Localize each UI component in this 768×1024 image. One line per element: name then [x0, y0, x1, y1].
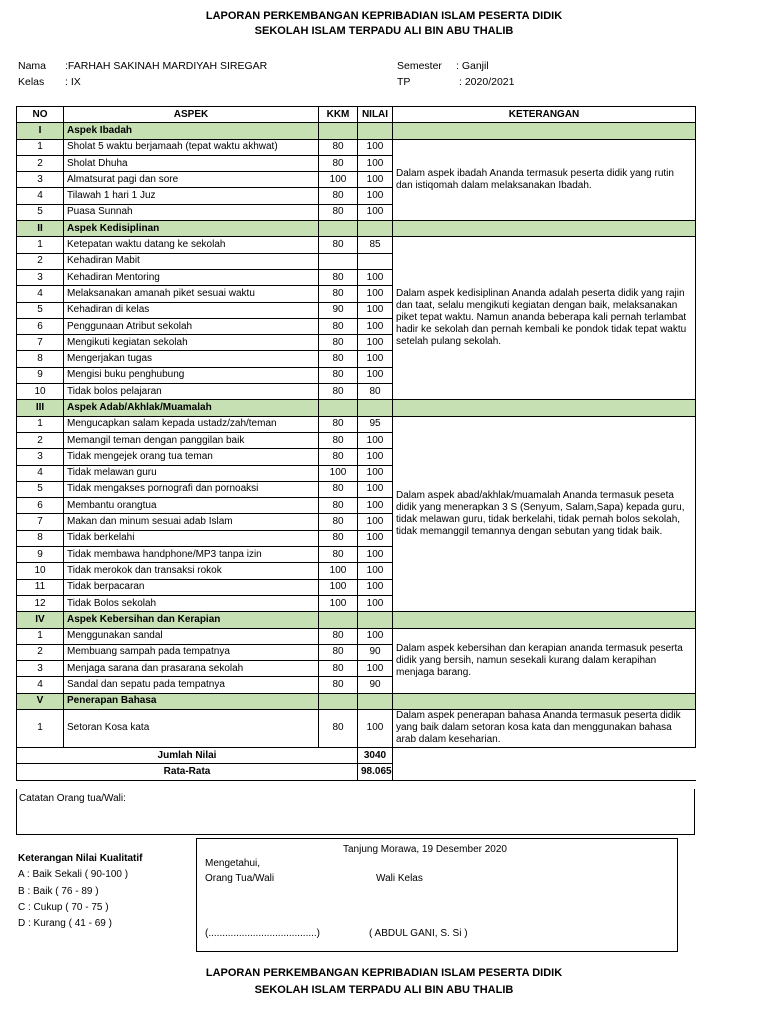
row-nilai: 90	[358, 644, 393, 660]
report-title: LAPORAN PERKEMBANGAN KEPRIBADIAN ISLAM PESERTA DIDIK	[205, 10, 563, 22]
row-aspek: Tidak membawa handphone/MP3 tanpa izin	[64, 547, 319, 563]
row-aspek: Tidak berpacaran	[64, 579, 319, 595]
row-nilai: 100	[358, 563, 393, 579]
table-body	[17, 123, 696, 748]
row-kkm: 80	[319, 155, 358, 171]
row-kkm: 80	[319, 498, 358, 514]
row-nilai: 90	[358, 677, 393, 693]
footer-school-name: SEKOLAH ISLAM TERPADU ALI BIN ABU THALIB	[254, 984, 514, 996]
semester-value: : Ganjil	[456, 60, 489, 72]
rata-label: Rata-Rata	[17, 764, 358, 780]
jumlah-value: 3040	[358, 747, 393, 763]
row-no: 4	[17, 465, 64, 481]
table-row	[17, 416, 696, 432]
assessment-table	[16, 106, 696, 781]
row-no: 5	[17, 204, 64, 220]
row-no: 2	[17, 155, 64, 171]
row-no: 1	[17, 139, 64, 155]
row-no: 1	[17, 628, 64, 644]
section-title: Aspek Kedisiplinan	[64, 221, 319, 237]
wali-name: ( ABDUL GANI, S. Si )	[369, 928, 468, 939]
row-no: 1	[17, 237, 64, 253]
row-no: 5	[17, 481, 64, 497]
row-nilai: 100	[358, 465, 393, 481]
row-kkm: 80	[319, 139, 358, 155]
row-kkm	[319, 253, 358, 269]
row-aspek: Ketepatan waktu datang ke sekolah	[64, 237, 319, 253]
row-aspek: Kehadiran di kelas	[64, 302, 319, 318]
kelas-label: Kelas	[18, 76, 45, 88]
row-kkm: 80	[319, 449, 358, 465]
row-no: 1	[17, 709, 64, 747]
row-aspek: Sholat 5 waktu berjamaah (tepat waktu akhwat)	[64, 139, 319, 155]
section-kkm-empty	[319, 693, 358, 709]
row-nilai: 100	[358, 286, 393, 302]
keterangan-cell: Dalam aspek kedisiplinan Ananda adalah peserta didik yang rajin dan taat, selalu mengikuti kegiatan dengan baik, melaksanakan piket tepat waktu. Namun ananda beberapa kali pernah terlambat hadir ke sekolah dan pernah kembali ke pondok tidak tepat waktu setelah pulang sekolah.	[393, 237, 696, 400]
row-no: 2	[17, 432, 64, 448]
row-kkm: 80	[319, 188, 358, 204]
row-nilai	[358, 253, 393, 269]
row-nilai: 100	[358, 530, 393, 546]
section-no: I	[17, 123, 64, 139]
row-aspek: Tidak berkelahi	[64, 530, 319, 546]
rata-value: 98.065	[358, 764, 393, 780]
row-nilai: 95	[358, 416, 393, 432]
footer-title: LAPORAN PERKEMBANGAN KEPRIBADIAN ISLAM PESERTA DIDIK	[205, 967, 563, 979]
row-no: 10	[17, 563, 64, 579]
row-no: 3	[17, 269, 64, 285]
table-row	[17, 628, 696, 644]
mengetahui-label: Mengetahui,	[205, 858, 261, 869]
row-no: 12	[17, 595, 64, 611]
header-keterangan: KETERANGAN	[393, 107, 696, 123]
nama-value: :FARHAH SAKINAH MARDIYAH SIREGAR	[65, 60, 268, 72]
section-row	[17, 123, 696, 139]
row-nilai: 100	[358, 481, 393, 497]
section-row	[17, 400, 696, 416]
section-nilai-empty	[358, 612, 393, 628]
row-kkm: 80	[319, 318, 358, 334]
row-nilai: 100	[358, 204, 393, 220]
row-nilai: 100	[358, 547, 393, 563]
row-no: 5	[17, 302, 64, 318]
section-row	[17, 693, 696, 709]
row-no: 10	[17, 384, 64, 400]
row-aspek: Sholat Dhuha	[64, 155, 319, 171]
row-no: 4	[17, 286, 64, 302]
row-no: 6	[17, 498, 64, 514]
section-ket-empty	[393, 221, 696, 237]
row-kkm: 100	[319, 563, 358, 579]
row-aspek: Melaksanakan amanah piket sesuai waktu	[64, 286, 319, 302]
row-no: 11	[17, 579, 64, 595]
header-kkm: KKM	[319, 107, 358, 123]
row-kkm: 80	[319, 351, 358, 367]
section-title: Aspek Adab/Akhlak/Muamalah	[64, 400, 319, 416]
tp-label: TP	[397, 76, 411, 88]
row-kkm: 80	[319, 628, 358, 644]
row-no: 9	[17, 547, 64, 563]
row-aspek: Menjaga sarana dan prasarana sekolah	[64, 661, 319, 677]
row-kkm: 80	[319, 237, 358, 253]
keterangan-cell: Dalam aspek abad/akhlak/muamalah Ananda termasuk peseta didik yang menerapkan 3 S (Senyum, Salam,Sapa) kepada guru, tidak melawan guru, tidak berkelahi, tidak pernah bolos sekolah, tidak memanggil temannya dengan sebutan yang tidak baik.	[393, 416, 696, 612]
row-kkm: 80	[319, 384, 358, 400]
keterangan-cell: Dalam aspek ibadah Ananda termasuk peserta didik yang rutin dan istiqomah dalam melaksanakan Ibadah.	[393, 139, 696, 220]
row-aspek: Mengisi buku penghubung	[64, 367, 319, 383]
row-kkm: 80	[319, 709, 358, 747]
row-kkm: 80	[319, 481, 358, 497]
row-nilai: 100	[358, 172, 393, 188]
table-row	[17, 139, 696, 155]
section-no: III	[17, 400, 64, 416]
row-no: 8	[17, 530, 64, 546]
row-aspek: Mengikuti kegiatan sekolah	[64, 335, 319, 351]
row-nilai: 100	[358, 155, 393, 171]
row-kkm: 80	[319, 269, 358, 285]
row-kkm: 80	[319, 547, 358, 563]
row-aspek: Sandal dan sepatu pada tempatnya	[64, 677, 319, 693]
row-nilai: 80	[358, 384, 393, 400]
ortu-signature-line: (.......................................)	[205, 928, 321, 939]
row-aspek: Mengerjakan tugas	[64, 351, 319, 367]
row-aspek: Membantu orangtua	[64, 498, 319, 514]
section-nilai-empty	[358, 400, 393, 416]
kualitatif-d: D : Kurang ( 41 - 69 )	[18, 918, 112, 930]
row-no: 3	[17, 449, 64, 465]
section-ket-empty	[393, 612, 696, 628]
row-kkm: 80	[319, 644, 358, 660]
table-row	[17, 709, 696, 747]
row-no: 3	[17, 661, 64, 677]
catatan-label: Catatan Orang tua/Wali:	[19, 793, 126, 804]
row-no: 8	[17, 351, 64, 367]
section-title: Aspek Ibadah	[64, 123, 319, 139]
row-kkm: 80	[319, 286, 358, 302]
place-date: Tanjung Morawa, 19 Desember 2020	[343, 844, 507, 855]
kualitatif-title: Keterangan Nilai Kualitatif	[18, 853, 143, 864]
section-title: Penerapan Bahasa	[64, 693, 319, 709]
row-nilai: 100	[358, 579, 393, 595]
row-nilai: 100	[358, 335, 393, 351]
row-aspek: Tidak merokok dan transaksi rokok	[64, 563, 319, 579]
row-kkm: 80	[319, 677, 358, 693]
section-row	[17, 612, 696, 628]
row-kkm: 80	[319, 432, 358, 448]
row-aspek: Mengucapkan salam kepada ustadz/zah/teman	[64, 416, 319, 432]
row-nilai: 100	[358, 188, 393, 204]
row-aspek: Kehadiran Mentoring	[64, 269, 319, 285]
section-nilai-empty	[358, 693, 393, 709]
section-kkm-empty	[319, 221, 358, 237]
row-aspek: Tilawah 1 hari 1 Juz	[64, 188, 319, 204]
row-kkm: 80	[319, 335, 358, 351]
row-aspek: Menggunakan sandal	[64, 628, 319, 644]
row-kkm: 100	[319, 172, 358, 188]
row-no: 1	[17, 416, 64, 432]
section-row	[17, 221, 696, 237]
row-no: 9	[17, 367, 64, 383]
keterangan-cell: Dalam aspek penerapan bahasa Ananda termasuk peserta didik yang baik dalam setoran kosa kata dan menggunakan bahasa arab dalam keseharian.	[393, 709, 696, 747]
section-kkm-empty	[319, 612, 358, 628]
row-nilai: 100	[358, 661, 393, 677]
row-nilai: 100	[358, 595, 393, 611]
section-no: V	[17, 693, 64, 709]
row-aspek: Tidak mengejek orang tua teman	[64, 449, 319, 465]
row-nilai: 85	[358, 237, 393, 253]
wali-kelas-label: Wali Kelas	[376, 873, 423, 884]
row-no: 6	[17, 318, 64, 334]
row-nilai: 100	[358, 367, 393, 383]
row-kkm: 100	[319, 579, 358, 595]
kualitatif-legend	[18, 851, 142, 932]
header-nilai: NILAI	[358, 107, 393, 123]
row-no: 7	[17, 335, 64, 351]
row-kkm: 80	[319, 530, 358, 546]
row-no: 2	[17, 253, 64, 269]
row-nilai: 100	[358, 351, 393, 367]
row-kkm: 90	[319, 302, 358, 318]
signature-box	[196, 838, 678, 952]
row-kkm: 80	[319, 367, 358, 383]
row-no: 3	[17, 172, 64, 188]
nama-label: Nama	[18, 60, 47, 72]
tp-value: : 2020/2021	[459, 76, 515, 88]
section-no: II	[17, 221, 64, 237]
row-aspek: Membuang sampah pada tempatnya	[64, 644, 319, 660]
kualitatif-c: C : Cukup ( 70 - 75 )	[18, 901, 109, 913]
row-kkm: 80	[319, 661, 358, 677]
row-aspek: Tidak Bolos sekolah	[64, 595, 319, 611]
row-aspek: Kehadiran Mabit	[64, 253, 319, 269]
row-no: 4	[17, 677, 64, 693]
ortu-label: Orang Tua/Wali	[205, 873, 275, 884]
row-kkm: 80	[319, 514, 358, 530]
row-aspek: Makan dan minum sesuai adab Islam	[64, 514, 319, 530]
row-nilai: 100	[358, 302, 393, 318]
row-nilai: 100	[358, 709, 393, 747]
row-aspek: Memangil teman dengan panggilan baik	[64, 432, 319, 448]
school-name: SEKOLAH ISLAM TERPADU ALI BIN ABU THALIB	[254, 25, 514, 37]
row-aspek: Tidak mengakses pornografi dan pornoaksi	[64, 481, 319, 497]
catatan-box	[16, 789, 695, 835]
row-no: 4	[17, 188, 64, 204]
keterangan-cell: Dalam aspek kebersihan dan kerapian ananda termasuk peserta didik yang bersih, namun sesekali kurang dalam kerapihan menjaga barang.	[393, 628, 696, 693]
row-aspek: Puasa Sunnah	[64, 204, 319, 220]
row-nilai: 100	[358, 318, 393, 334]
row-nilai: 100	[358, 449, 393, 465]
row-kkm: 100	[319, 595, 358, 611]
row-nilai: 100	[358, 139, 393, 155]
rata-empty	[393, 764, 696, 780]
section-kkm-empty	[319, 400, 358, 416]
table-row	[17, 237, 696, 253]
kualitatif-a: A : Baik Sekali ( 90-100 )	[18, 869, 129, 881]
row-kkm: 80	[319, 204, 358, 220]
section-ket-empty	[393, 400, 696, 416]
header-aspek: ASPEK	[64, 107, 319, 123]
row-nilai: 100	[358, 432, 393, 448]
kualitatif-b: B : Baik ( 76 - 89 )	[18, 885, 99, 897]
row-kkm: 80	[319, 416, 358, 432]
section-nilai-empty	[358, 221, 393, 237]
jumlah-label: Jumlah Nilai	[17, 747, 358, 763]
row-kkm: 100	[319, 465, 358, 481]
section-nilai-empty	[358, 123, 393, 139]
jumlah-empty	[393, 747, 696, 763]
kelas-value: : IX	[65, 76, 81, 88]
row-aspek: Penggunaan Atribut sekolah	[64, 318, 319, 334]
header-no: NO	[17, 107, 64, 123]
semester-label: Semester	[397, 60, 442, 72]
row-no: 2	[17, 644, 64, 660]
section-title: Aspek Kebersihan dan Kerapian	[64, 612, 319, 628]
row-aspek: Setoran Kosa kata	[64, 709, 319, 747]
row-aspek: Tidak melawan guru	[64, 465, 319, 481]
section-kkm-empty	[319, 123, 358, 139]
section-no: IV	[17, 612, 64, 628]
row-aspek: Tidak bolos pelajaran	[64, 384, 319, 400]
row-nilai: 100	[358, 498, 393, 514]
row-aspek: Almatsurat pagi dan sore	[64, 172, 319, 188]
row-nilai: 100	[358, 628, 393, 644]
section-ket-empty	[393, 693, 696, 709]
row-nilai: 100	[358, 269, 393, 285]
row-nilai: 100	[358, 514, 393, 530]
section-ket-empty	[393, 123, 696, 139]
row-no: 7	[17, 514, 64, 530]
